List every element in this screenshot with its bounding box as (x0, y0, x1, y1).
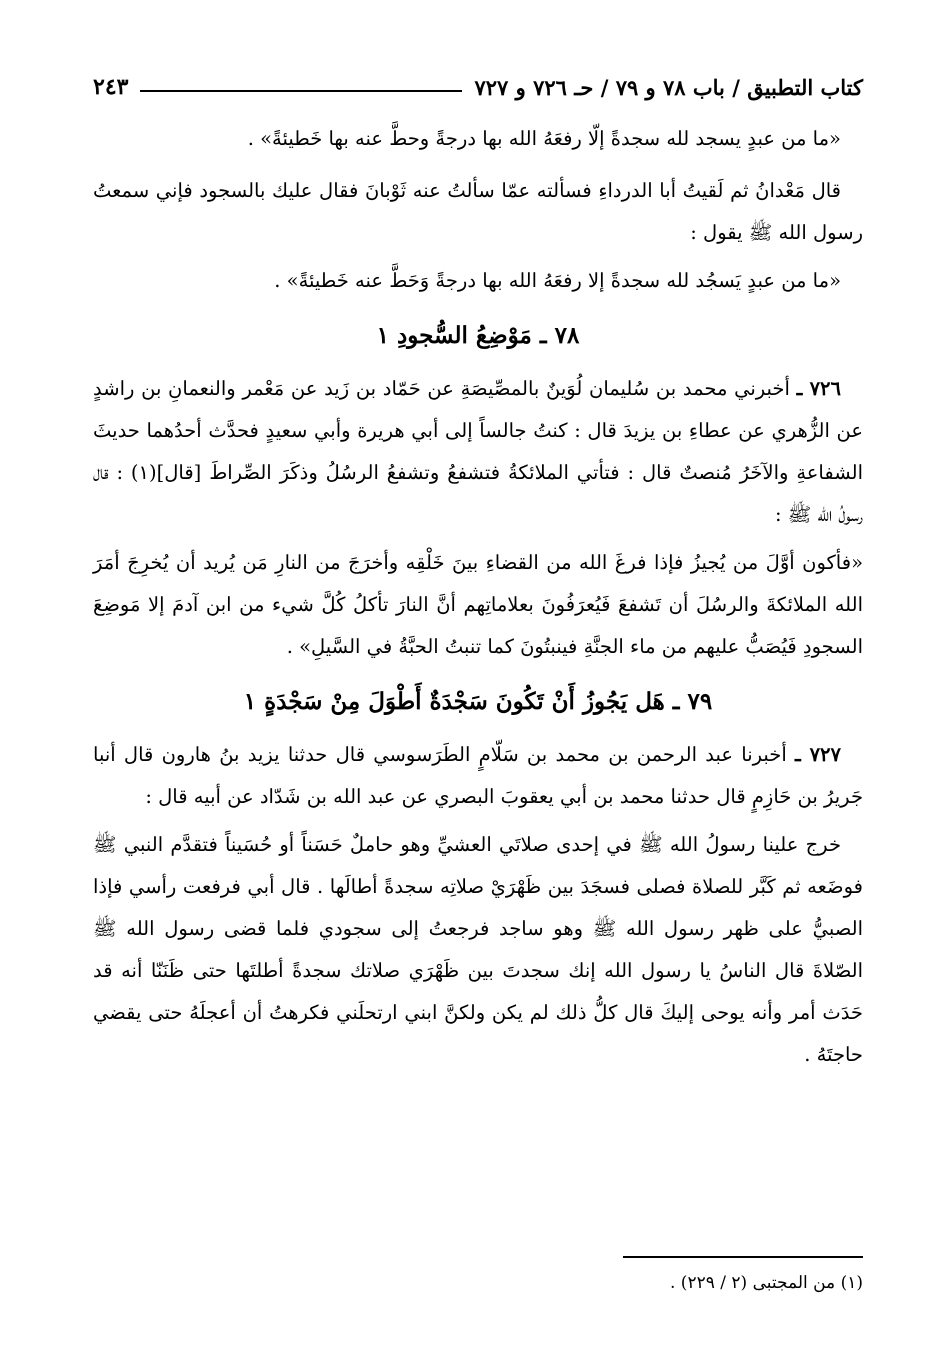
hadith-727-isnad (93, 734, 863, 818)
hadith-726-isnad (93, 368, 863, 536)
hadith-726-number: ٧٢٦ ـ (796, 377, 841, 400)
footnote-rule (623, 1256, 863, 1258)
hadith-726-isnad-text: أخبرني محمد بن سُليمان لُوَينٌ بالمصِّيصَةِ عن حَمّاد بن زَيد عن مَعْمر والنعمانِ بن راشدٍ عن الزُّهري عن عطاءِ بن يزيدَ قال : كنتُ جالساً إلى أبي هريرة وأبي سعيدٍ فحدَّث أحدُهما حديثَ الشفاعةِ والآخَرُ مُنصتٌ قال : فتأتي الملائكةُ فتشفعُ وتشفعُ الرسُلُ وذكَرَ الصِّراطَ [قال](١) : قال رسولُ الله ﷺ : (93, 377, 863, 526)
chapter-heading-79: ٧٩ ـ هَل يَجُوزُ أَنْ تَكُونَ سَجْدَةٌ أَطْوَلَ مِنْ سَجْدَةٍ ١ (243, 688, 713, 715)
quote-2: «ما من عبدٍ يَسجُد لله سجدةً إلا رفعَهُ الله بها درجةً وَحَطَّ عنه خَطيئةً» . (274, 269, 841, 292)
page-number: ٢٤٣ (93, 74, 129, 100)
chapter-heading-78: ٧٨ ـ مَوْضِعُ السُّجودِ ١ (376, 322, 580, 349)
hadith-726-matn: «فأكون أوَّلَ من يُجيزُ فإذا فرغَ الله من القضاءِ بينَ خَلْقِه وأخرَجَ من النارِ مَن يُريد أن يُخرِجَ أمَرَ الله الملائكةَ والرسُلَ أن تَشفعَ فَيُعرَفُونَ بعلاماتِهم أنَّ النارَ تأكلُ كُلَّ شيء من ابن آدمَ إلا مَوضِعَ السجودِ فَيُصَبُّ عليهم من ماء الجنَّةِ فينبتُونَ كما تنبتُ الحبَّةُ في السَّيلِ» . (93, 551, 863, 658)
header-title: كتاب التطبيق / باب ٧٨ و ٧٩ / حـ ٧٢٦ و ٧٢٧ (474, 75, 863, 100)
hadith-727-matn: خرج علينا رسولُ الله ﷺ في إحدى صلاتَي العشيِّ وهو حاملٌ حَسَناً أو حُسَيناً فتقدَّم النبي ﷺ فوضَعه ثم كَبَّر للصلاة فصلى فسجَدَ بين ظَهْرَيْ صلاتِه سجدةً أطالَها . قال أبي فرفعت رأسي فإذا الصبيُّ على ظهر رسول الله ﷺ وهو ساجد فرجعتُ إلى سجودي فلما قضى رسول الله ﷺ الصّلاةَ قال الناسُ يا رسول الله إنك سجدتَ بين ظَهْرَي صلاتك سجدةً أطلتَها حتى ظَنَنّا أنه قد حَدَث أمر وأنه يوحى إليكَ قال كلُّ ذلك لم يكن ولكنَّ ابني ارتحلَني فكرهتُ أن أعجلَهُ حتى يقضي حاجتَهُ . (93, 833, 863, 1066)
main-text (93, 118, 863, 1082)
hadith-727-isnad-text: أخبرنا عبد الرحمن بن محمد بن سَلّامٍ الطَرَسوسي قال حدثنا يزيد بنُ هارون قال أنبا جَريرُ بن حَازِمٍ قال حدثنا محمد بن أبي يعقوبَ البصري عن عبد الله بن شَدّاد عن أبيه قال : (93, 743, 863, 808)
paragraph-madan: قال مَعْدانُ ثم لَقيتُ أبا الدرداءِ فسألته عمّا سألتُ عنه ثَوْبانَ فقال عليك بالسجود فإني سمعتُ رسول الله ﷺ يقول : (93, 179, 863, 244)
quote-1: «ما من عبدٍ يسجد لله سجدةً إلّا رفعَهُ الله بها درجةً وحطَّ عنه بها خَطيئةً» . (247, 127, 841, 150)
footnote: (١) من المجتبى (٢ / ٢٢٩) . (670, 1273, 863, 1293)
hadith-727-number: ٧٢٧ ـ (795, 743, 841, 766)
running-header (93, 66, 863, 100)
header-rule (140, 90, 462, 92)
